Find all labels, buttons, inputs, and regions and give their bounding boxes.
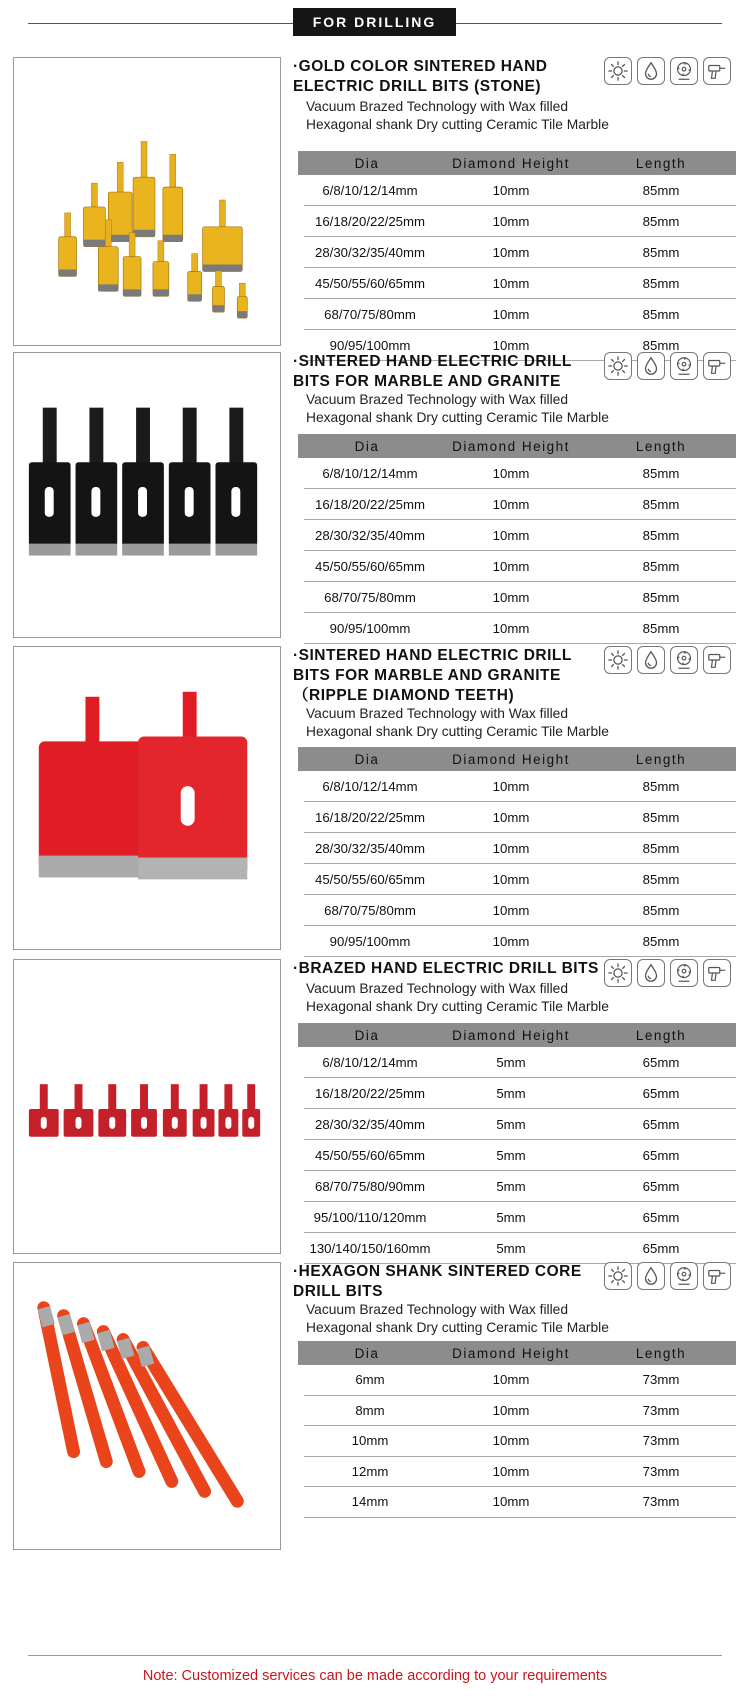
cell-diamond-height: 10mm xyxy=(492,620,530,636)
description-line-1: Vacuum Brazed Technology with Wax filled xyxy=(306,392,569,407)
section-title: FOR DRILLING xyxy=(293,8,456,36)
cell-diamond-height: 10mm xyxy=(492,589,530,605)
table-row xyxy=(304,299,736,330)
spec-table xyxy=(298,434,736,644)
table-row xyxy=(304,458,736,489)
spec-table xyxy=(298,1023,736,1264)
cell-length: 85mm xyxy=(642,527,680,543)
cell-diamond-height: 10mm xyxy=(492,933,530,949)
note-divider xyxy=(28,1655,722,1656)
cell-dia: 28/30/32/35/40mm xyxy=(315,244,425,260)
cell-dia: 6/8/10/12/14mm xyxy=(322,778,418,794)
cell-length: 73mm xyxy=(642,1433,680,1449)
description-line-2: Hexagonal shank Dry cutting Ceramic Tile Marble xyxy=(306,410,609,425)
cell-length: 85mm xyxy=(642,902,680,918)
product-description xyxy=(306,980,726,1016)
product-description xyxy=(306,98,726,134)
description-line-2: Hexagonal shank Dry cutting Ceramic Tile Marble xyxy=(306,724,609,739)
cell-diamond-height: 10mm xyxy=(492,182,530,198)
table-row xyxy=(304,926,736,957)
drill-icon xyxy=(703,1262,731,1290)
cell-diamond-height: 10mm xyxy=(492,496,530,512)
table-row xyxy=(304,1457,736,1488)
cell-dia: 68/70/75/80mm xyxy=(324,902,416,918)
product-description xyxy=(306,705,726,741)
cell-length: 65mm xyxy=(642,1147,680,1163)
table-row xyxy=(304,206,736,237)
drill-icon xyxy=(703,57,731,85)
description-line-1: Vacuum Brazed Technology with Wax filled xyxy=(306,1302,569,1317)
header-dia: Dia xyxy=(354,155,380,171)
cell-dia: 68/70/75/80mm xyxy=(324,589,416,605)
table-header xyxy=(298,434,736,458)
water-drop-icon xyxy=(637,1262,665,1290)
cell-diamond-height: 10mm xyxy=(492,337,530,353)
table-row xyxy=(304,1140,736,1171)
cell-length: 85mm xyxy=(642,840,680,856)
cell-dia: 45/50/55/60/65mm xyxy=(315,871,425,887)
cell-dia: 28/30/32/35/40mm xyxy=(315,527,425,543)
cell-dia: 130/140/150/160mm xyxy=(309,1240,431,1256)
cell-length: 85mm xyxy=(642,465,680,481)
spec-table xyxy=(298,1341,736,1518)
cell-diamond-height: 10mm xyxy=(492,306,530,322)
cell-dia: 6/8/10/12/14mm xyxy=(322,465,418,481)
header-length: Length xyxy=(635,155,687,171)
sun-icon xyxy=(604,1262,632,1290)
feature-icons xyxy=(604,1262,731,1290)
cell-diamond-height: 10mm xyxy=(492,809,530,825)
cell-dia: 45/50/55/60/65mm xyxy=(315,275,425,291)
header-diamond-height: Diamond Height xyxy=(452,1345,570,1361)
cell-dia: 16/18/20/22/25mm xyxy=(315,809,425,825)
header-dia: Dia xyxy=(354,438,380,454)
cell-diamond-height: 10mm xyxy=(492,778,530,794)
drill-icon xyxy=(703,352,731,380)
header-length: Length xyxy=(635,438,687,454)
table-row xyxy=(304,833,736,864)
table-row xyxy=(304,771,736,802)
cell-dia: 90/95/100mm xyxy=(329,620,411,636)
feature-icons xyxy=(604,646,731,674)
table-row xyxy=(304,175,736,206)
cell-diamond-height: 5mm xyxy=(496,1240,526,1256)
cell-dia: 28/30/32/35/40mm xyxy=(315,840,425,856)
table-row xyxy=(304,489,736,520)
header-length: Length xyxy=(635,1345,687,1361)
table-row xyxy=(304,520,736,551)
header-dia: Dia xyxy=(354,1345,380,1361)
cell-length: 85mm xyxy=(642,809,680,825)
cell-length: 85mm xyxy=(642,275,680,291)
cell-length: 73mm xyxy=(642,1372,680,1388)
water-drop-icon xyxy=(637,57,665,85)
cell-length: 85mm xyxy=(642,778,680,794)
cell-dia: 28/30/32/35/40mm xyxy=(315,1116,425,1132)
header-length: Length xyxy=(635,751,687,767)
cell-diamond-height: 10mm xyxy=(492,275,530,291)
cell-dia: 68/70/75/80mm xyxy=(324,306,416,322)
cell-length: 85mm xyxy=(642,337,680,353)
cell-dia: 95/100/110/120mm xyxy=(313,1209,427,1225)
cell-diamond-height: 10mm xyxy=(492,527,530,543)
cell-length: 73mm xyxy=(642,1463,680,1479)
table-row xyxy=(304,1396,736,1427)
customization-note: Note: Customized services can be made according to your requirements xyxy=(142,1668,608,1684)
cell-diamond-height: 10mm xyxy=(492,1402,530,1418)
product-title: ·SINTERED HAND ELECTRIC DRILL BITS FOR MARBLE AND GRANITE （RIPPLE DIAMOND TEETH) xyxy=(293,647,572,704)
saw-blade-icon xyxy=(670,1262,698,1290)
water-drop-icon xyxy=(637,352,665,380)
saw-blade-icon xyxy=(670,57,698,85)
cell-length: 85mm xyxy=(642,558,680,574)
cell-dia: 68/70/75/80/90mm xyxy=(315,1178,425,1194)
cell-length: 85mm xyxy=(642,496,680,512)
table-row xyxy=(304,1487,736,1518)
cell-length: 73mm xyxy=(642,1402,680,1418)
product-description xyxy=(306,1301,726,1337)
cell-length: 65mm xyxy=(642,1085,680,1101)
cell-dia: 14mm xyxy=(351,1494,389,1510)
cell-length: 85mm xyxy=(642,213,680,229)
table-row xyxy=(304,864,736,895)
cell-dia: 16/18/20/22/25mm xyxy=(315,1085,425,1101)
table-row xyxy=(304,551,736,582)
saw-blade-icon xyxy=(670,352,698,380)
cell-length: 65mm xyxy=(642,1178,680,1194)
cell-dia: 6/8/10/12/14mm xyxy=(322,1054,418,1070)
product-title: ·SINTERED HAND ELECTRIC DRILL BITS FOR MARBLE AND GRANITE xyxy=(293,353,572,390)
cell-length: 73mm xyxy=(642,1494,680,1510)
table-header xyxy=(298,747,736,771)
hexagon-shank-drill-bits-photo xyxy=(13,1262,281,1550)
table-row xyxy=(304,1365,736,1396)
cell-dia: 6/8/10/12/14mm xyxy=(322,182,418,198)
cell-length: 65mm xyxy=(642,1116,680,1132)
sun-icon xyxy=(604,646,632,674)
cell-dia: 10mm xyxy=(351,1433,389,1449)
description-line-1: Vacuum Brazed Technology with Wax filled xyxy=(306,99,569,114)
cell-dia: 6mm xyxy=(355,1372,385,1388)
cell-diamond-height: 10mm xyxy=(492,1463,530,1479)
cell-diamond-height: 10mm xyxy=(492,244,530,260)
cell-diamond-height: 10mm xyxy=(492,558,530,574)
cell-diamond-height: 5mm xyxy=(496,1178,526,1194)
product-title: ·HEXAGON SHANK SINTERED CORE DRILL BITS xyxy=(293,1263,582,1300)
cell-diamond-height: 10mm xyxy=(492,840,530,856)
header-diamond-height: Diamond Height xyxy=(452,1027,570,1043)
header-diamond-height: Diamond Height xyxy=(452,751,570,767)
header-rule-right xyxy=(456,23,722,24)
cell-diamond-height: 5mm xyxy=(496,1147,526,1163)
table-header xyxy=(298,1341,736,1365)
spec-table xyxy=(298,747,736,957)
cell-diamond-height: 5mm xyxy=(496,1209,526,1225)
cell-length: 85mm xyxy=(642,589,680,605)
table-row xyxy=(304,582,736,613)
sun-icon xyxy=(604,352,632,380)
product-title: ·GOLD COLOR SINTERED HAND ELECTRIC DRILL BITS (STONE) xyxy=(293,58,548,95)
sun-icon xyxy=(604,57,632,85)
header-dia: Dia xyxy=(354,751,380,767)
description-line-1: Vacuum Brazed Technology with Wax filled xyxy=(306,981,569,996)
table-header xyxy=(298,151,736,175)
table-row xyxy=(304,1109,736,1140)
cell-length: 85mm xyxy=(642,182,680,198)
cell-length: 85mm xyxy=(642,306,680,322)
table-row xyxy=(304,802,736,833)
product-description xyxy=(306,391,726,427)
cell-dia: 16/18/20/22/25mm xyxy=(315,496,425,512)
table-row xyxy=(304,268,736,299)
cell-length: 85mm xyxy=(642,933,680,949)
cell-length: 85mm xyxy=(642,620,680,636)
product-title: ·BRAZED HAND ELECTRIC DRILL BITS xyxy=(293,960,599,977)
description-line-2: Hexagonal shank Dry cutting Ceramic Tile Marble xyxy=(306,1320,609,1335)
black-drill-bits-photo xyxy=(13,352,281,638)
header-dia: Dia xyxy=(354,1027,380,1043)
red-ripple-drill-bits-photo xyxy=(13,646,281,950)
cell-diamond-height: 10mm xyxy=(492,1372,530,1388)
cell-dia: 8mm xyxy=(355,1402,385,1418)
cell-length: 85mm xyxy=(642,244,680,260)
cell-diamond-height: 5mm xyxy=(496,1116,526,1132)
cell-diamond-height: 10mm xyxy=(492,871,530,887)
cell-diamond-height: 10mm xyxy=(492,213,530,229)
description-line-1: Vacuum Brazed Technology with Wax filled xyxy=(306,706,569,721)
cell-length: 85mm xyxy=(642,871,680,887)
table-row xyxy=(304,1426,736,1457)
cell-dia: 45/50/55/60/65mm xyxy=(315,558,425,574)
table-row xyxy=(304,1233,736,1264)
spec-table xyxy=(298,151,736,361)
table-row xyxy=(304,1202,736,1233)
cell-length: 65mm xyxy=(642,1209,680,1225)
header-rule-left xyxy=(28,23,293,24)
cell-diamond-height: 5mm xyxy=(496,1085,526,1101)
water-drop-icon xyxy=(637,646,665,674)
cell-diamond-height: 5mm xyxy=(496,1054,526,1070)
table-row xyxy=(304,1171,736,1202)
table-row xyxy=(304,1047,736,1078)
header-diamond-height: Diamond Height xyxy=(452,438,570,454)
feature-icons xyxy=(604,57,731,85)
cell-length: 65mm xyxy=(642,1240,680,1256)
description-line-2: Hexagonal shank Dry cutting Ceramic Tile Marble xyxy=(306,999,609,1014)
cell-dia: 45/50/55/60/65mm xyxy=(315,1147,425,1163)
table-row xyxy=(304,895,736,926)
table-row xyxy=(304,237,736,268)
cell-diamond-height: 10mm xyxy=(492,465,530,481)
feature-icons xyxy=(604,352,731,380)
cell-dia: 16/18/20/22/25mm xyxy=(315,213,425,229)
table-row xyxy=(304,613,736,644)
cell-diamond-height: 10mm xyxy=(492,902,530,918)
table-header xyxy=(298,1023,736,1047)
cell-dia: 90/95/100mm xyxy=(329,933,411,949)
description-line-2: Hexagonal shank Dry cutting Ceramic Tile Marble xyxy=(306,117,609,132)
cell-diamond-height: 10mm xyxy=(492,1433,530,1449)
drill-icon xyxy=(703,646,731,674)
saw-blade-icon xyxy=(670,646,698,674)
header-length: Length xyxy=(635,1027,687,1043)
header-diamond-height: Diamond Height xyxy=(452,155,570,171)
brazed-drill-bits-photo xyxy=(13,959,281,1254)
cell-diamond-height: 10mm xyxy=(492,1494,530,1510)
cell-dia: 90/95/100mm xyxy=(329,337,411,353)
cell-length: 65mm xyxy=(642,1054,680,1070)
gold-drill-bits-photo xyxy=(13,57,281,346)
cell-dia: 12mm xyxy=(351,1463,389,1479)
table-row xyxy=(304,1078,736,1109)
